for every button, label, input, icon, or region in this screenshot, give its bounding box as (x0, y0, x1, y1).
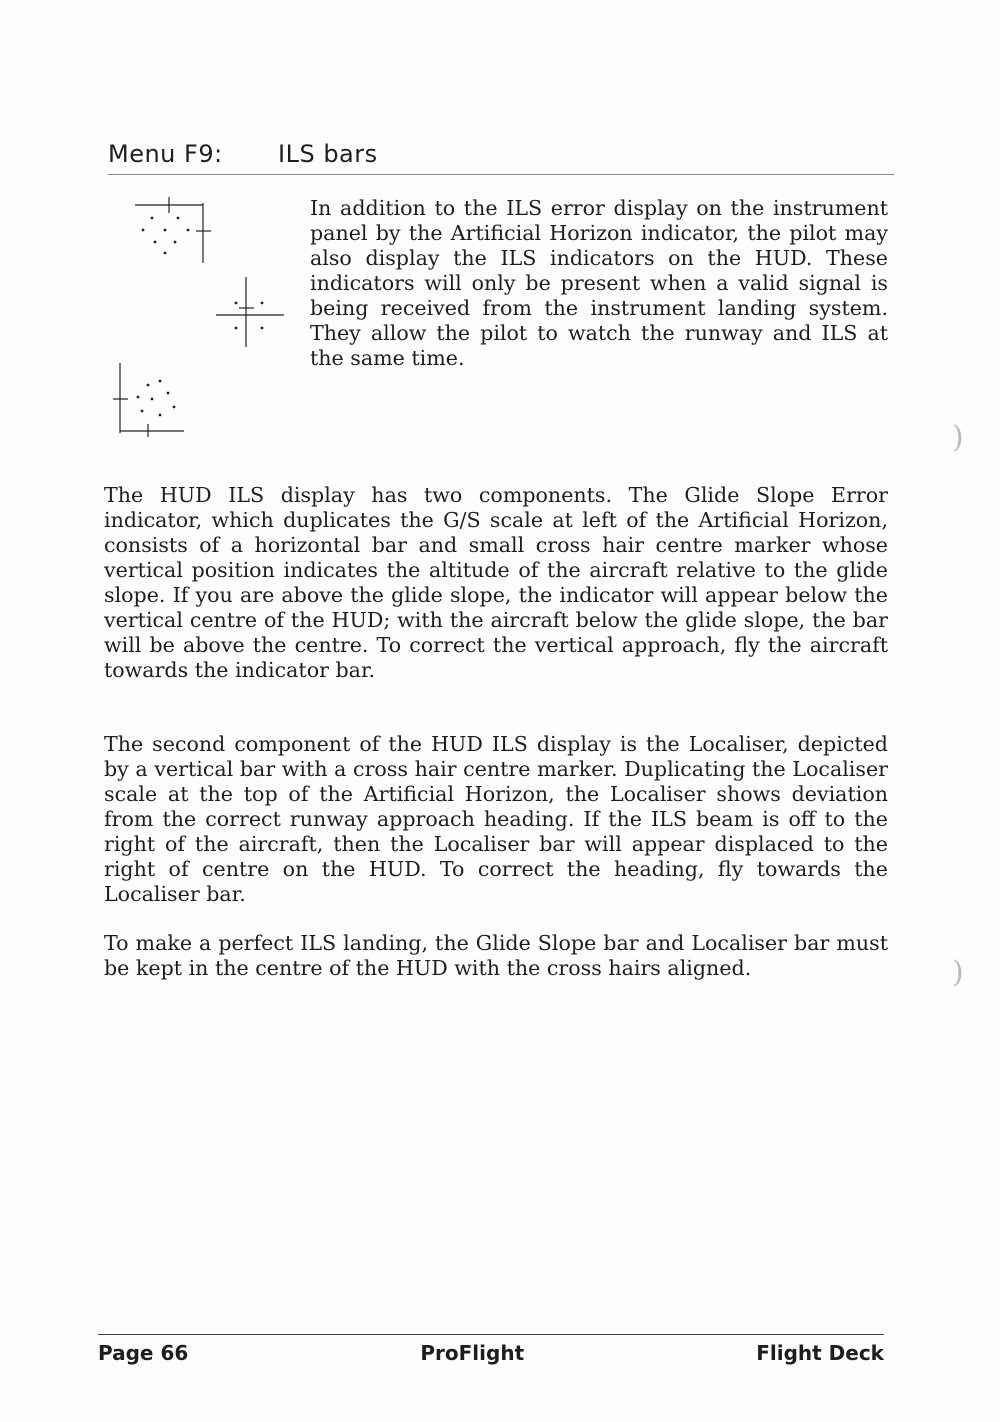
page-heading (108, 140, 894, 175)
product-name: ProFlight (420, 1341, 525, 1365)
body-paragraph-localiser: The second component of the HUD ILS display is the Localiser, depicted by a vertical bar with a cross hair centre marker. Duplicating the Localiser scale at the top of the Artificial Horizon, the Localiser shows deviation from the correct runway approach heading. If the ILS beam is off to the right of the aircraft, then the Localiser bar will appear displaced to the right of centre on the HUD. To correct the heading, fly towards the Localiser bar. (104, 732, 888, 906)
page-footer (98, 1334, 884, 1365)
body-paragraph-glide-slope: The HUD ILS display has two components. The Glide Slope Error indicator, which duplicates the G/S scale at left of the Artificial Horizon, consists of a horizontal bar and small cross hair centre marker whose vertical position indicates the altitude of the aircraft relative to the glide slope. If you are above the glide slope, the indicator will appear below the vertical centre of the HUD; with the aircraft below the glide slope, the bar will be above the centre. To correct the vertical approach, fly the aircraft towards the indicator bar. (104, 483, 888, 682)
binding-mark: ) (952, 955, 964, 990)
hud-indicator-middle-right (216, 277, 284, 347)
menu-label: Menu F9: (108, 140, 223, 168)
intro-paragraph: In addition to the ILS error display on the instrument panel by the Artificial Horizon indicator, the pilot may also display the ILS indicators on the HUD. These indicators will only be present when a valid signal is being received from the instrument landing system. They allow the pilot to watch the runway and ILS at the same time. (310, 196, 888, 370)
body-paragraph-perfect-landing: To make a perfect ILS landing, the Glide Slope bar and Localiser bar must be kept in the centre of the HUD with the cross hairs aligned. (104, 931, 888, 980)
ils-bars-illustration (108, 185, 298, 445)
ils-bars-diagram (108, 185, 298, 445)
section-title: ILS bars (278, 140, 378, 168)
binding-mark: ) (952, 420, 964, 455)
hud-indicator-bottom-left (113, 363, 184, 437)
page-number: Page 66 (98, 1341, 189, 1365)
hud-indicator-top-left (135, 197, 211, 263)
section-name: Flight Deck (756, 1341, 884, 1365)
